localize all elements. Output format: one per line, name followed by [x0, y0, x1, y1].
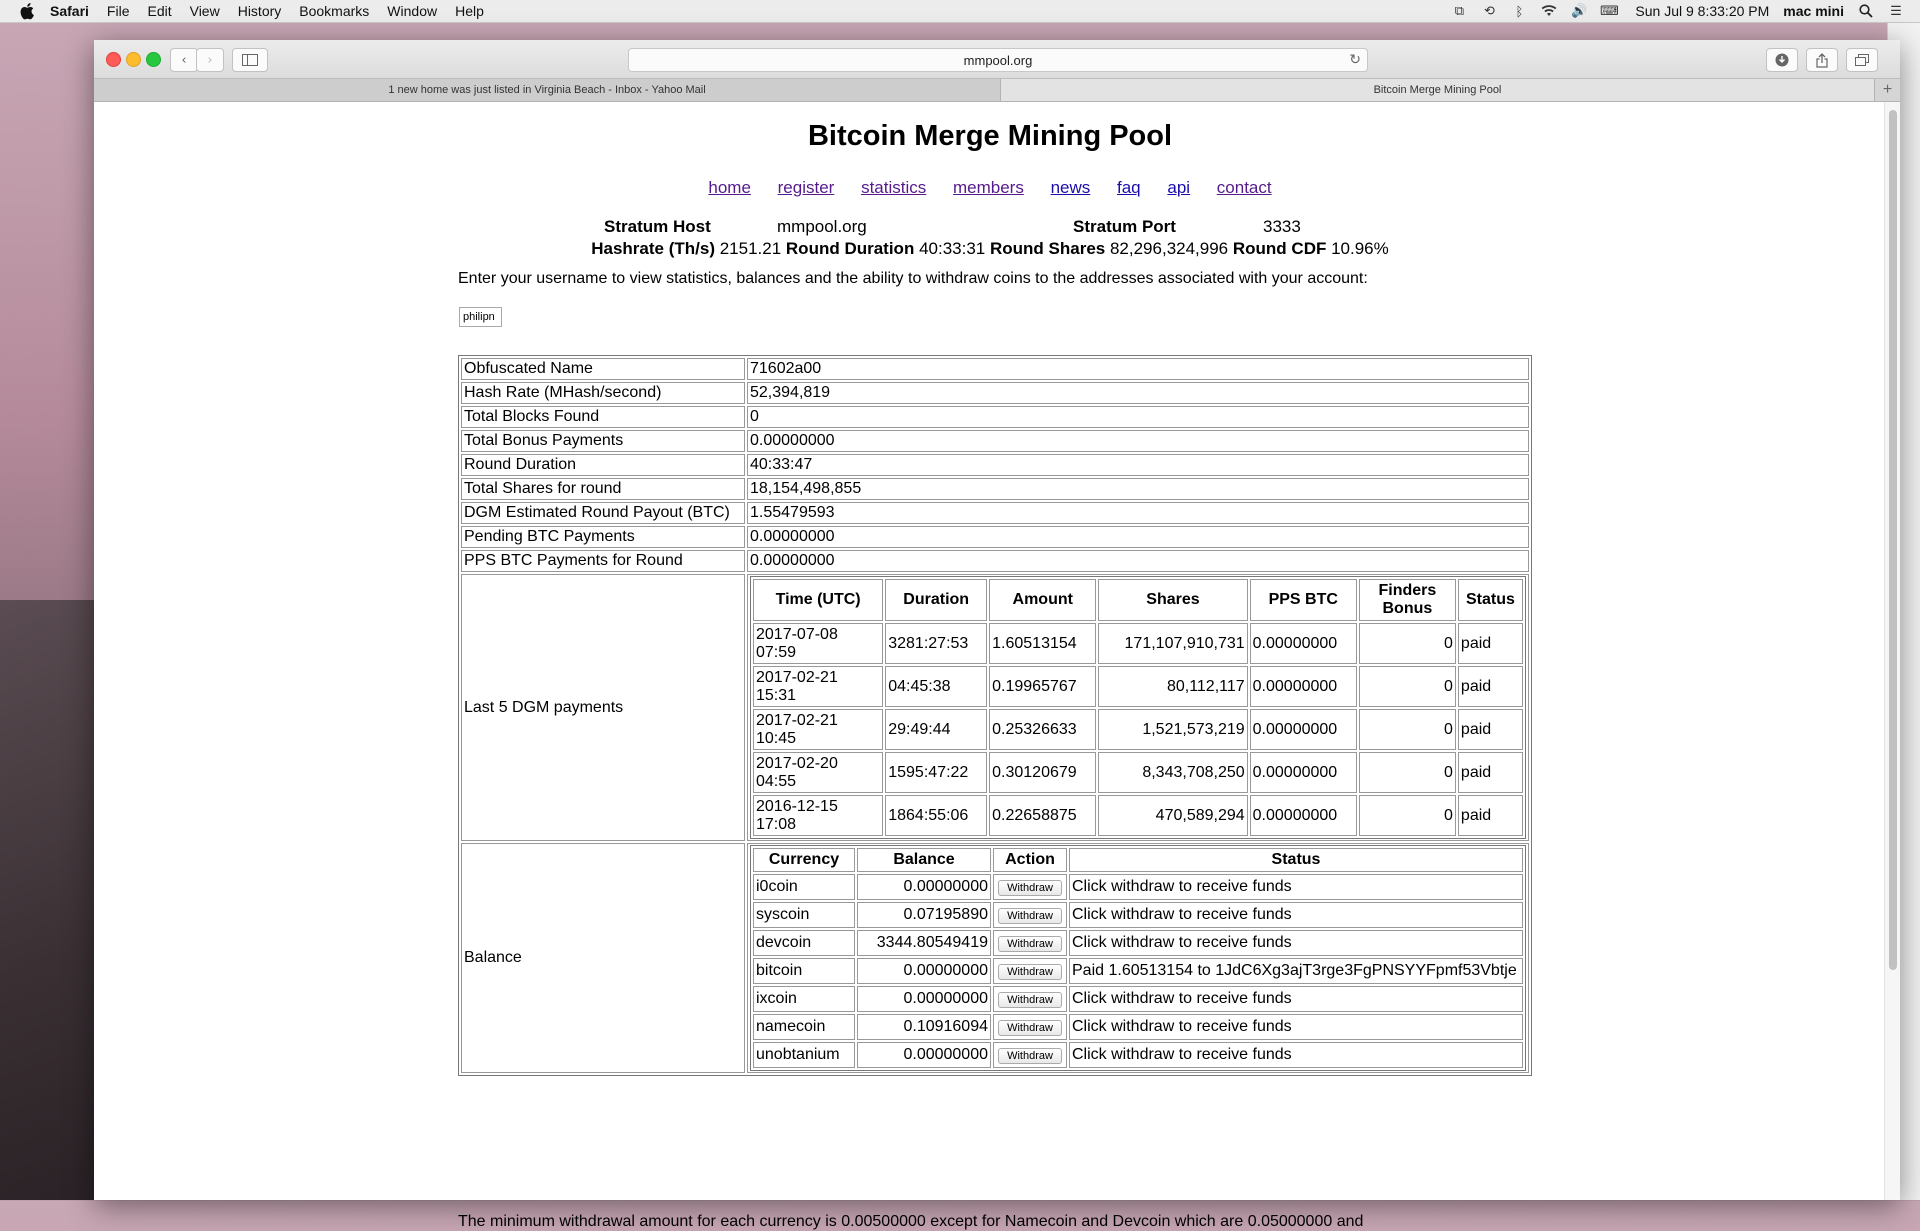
- menubar-clock[interactable]: Sun Jul 9 8:33:20 PM: [1635, 3, 1770, 19]
- account-row: [461, 382, 1529, 404]
- currency-name: ixcoin: [753, 986, 855, 1012]
- payment-time: 2017-07-08 07:59: [753, 623, 883, 664]
- balance-table: [750, 845, 1526, 1071]
- payment-shares: 1,521,573,219: [1098, 709, 1247, 750]
- currency-balance: 3344.80549419: [857, 930, 991, 956]
- withdraw-button[interactable]: Withdraw: [998, 1048, 1062, 1064]
- plus-icon: +: [1882, 81, 1893, 98]
- forward-button[interactable]: [196, 48, 224, 72]
- balance-currency-row: [753, 1042, 1523, 1068]
- currency-name: devcoin: [753, 930, 855, 956]
- account-table: [458, 355, 1532, 1076]
- currency-action: [993, 1042, 1067, 1068]
- withdraw-button[interactable]: Withdraw: [998, 908, 1062, 924]
- payment-duration: 29:49:44: [885, 709, 987, 750]
- payment-row: [753, 709, 1523, 750]
- site-nav: [94, 178, 1886, 198]
- payment-bonus: 0: [1359, 752, 1456, 793]
- currency-action: [993, 930, 1067, 956]
- currency-name: namecoin: [753, 1014, 855, 1040]
- balance-currency-row: [753, 1014, 1523, 1040]
- payment-duration: 04:45:38: [885, 666, 987, 707]
- currency-name: unobtanium: [753, 1042, 855, 1068]
- balance-row: [461, 843, 1529, 1073]
- withdraw-button[interactable]: Withdraw: [998, 1020, 1062, 1036]
- withdraw-button[interactable]: Withdraw: [998, 992, 1062, 1008]
- payment-time: 2016-12-15 17:08: [753, 795, 883, 836]
- currency-name: bitcoin: [753, 958, 855, 984]
- payment-time: 2017-02-20 04:55: [753, 752, 883, 793]
- scrollbar-thumb[interactable]: [1889, 110, 1897, 970]
- balance-label: Balance: [461, 843, 745, 1073]
- currency-status: Click withdraw to receive funds: [1069, 1014, 1523, 1040]
- pool-stats-line: [94, 239, 1886, 259]
- account-field-label: Total Bonus Payments: [461, 430, 745, 452]
- payment-bonus: 0: [1359, 666, 1456, 707]
- notification-center-icon[interactable]: ☰: [1890, 3, 1902, 18]
- spotlight-icon[interactable]: [1858, 3, 1874, 19]
- display-mirror-icon[interactable]: ⧉: [1454, 3, 1465, 18]
- currency-name: i0coin: [753, 874, 855, 900]
- round-shares-value: 82,296,324,996: [1109, 239, 1229, 258]
- bluetooth-icon[interactable]: ᛒ: [1515, 3, 1524, 19]
- payment-duration: 1595:47:22: [885, 752, 987, 793]
- payments-cell: [747, 574, 1529, 841]
- account-field-label: Total Blocks Found: [461, 406, 745, 428]
- currency-balance: 0.07195890: [857, 902, 991, 928]
- menu-file[interactable]: File: [106, 3, 130, 19]
- hashrate-label: Hashrate (Th/s): [591, 239, 715, 258]
- minimize-window-button[interactable]: [126, 52, 141, 67]
- chevron-right-icon: ›: [207, 52, 213, 68]
- payment-amount: 0.30120679: [989, 752, 1096, 793]
- round-duration-label: Round Duration: [785, 239, 915, 258]
- account-field-label: Hash Rate (MHash/second): [461, 382, 745, 404]
- share-button[interactable]: [1806, 48, 1838, 72]
- safari-window: [94, 40, 1900, 1230]
- tab-mmpool[interactable]: [1001, 79, 1874, 101]
- sidebar-toggle-button[interactable]: [232, 48, 268, 72]
- currency-status: Paid 1.60513154 to 1JdC6Xg3ajT3rge3FgPNSYYFpmf53Vbtje: [1069, 958, 1523, 984]
- payment-duration: 3281:27:53: [885, 623, 987, 664]
- currency-status: Click withdraw to receive funds: [1069, 874, 1523, 900]
- menu-bookmarks[interactable]: Bookmarks: [299, 3, 370, 19]
- address-bar[interactable]: [628, 48, 1368, 72]
- payments-header: Finders Bonus: [1359, 579, 1456, 621]
- payment-amount: 0.25326633: [989, 709, 1096, 750]
- balance-header: Balance: [857, 848, 991, 872]
- scrollbar[interactable]: [1884, 102, 1900, 1200]
- web-content: [94, 102, 1900, 1230]
- payment-row: [753, 795, 1523, 836]
- payments-header: PPS BTC: [1250, 579, 1357, 621]
- payment-shares: 8,343,708,250: [1098, 752, 1247, 793]
- payments-header: Shares: [1098, 579, 1247, 621]
- currency-balance: 0.00000000: [857, 1042, 991, 1068]
- currency-action: [993, 1014, 1067, 1040]
- time-machine-icon[interactable]: ⟲: [1483, 3, 1495, 18]
- currency-action: [993, 874, 1067, 900]
- nav-home[interactable]: home: [708, 178, 751, 197]
- nav-members[interactable]: members: [952, 178, 1024, 197]
- nav-statistics[interactable]: statistics: [861, 178, 927, 197]
- hashrate-value: 2151.21: [719, 239, 782, 258]
- round-shares-label: Round Shares: [989, 239, 1106, 258]
- currency-status: Click withdraw to receive funds: [1069, 986, 1523, 1012]
- apple-icon[interactable]: [20, 3, 36, 19]
- page-title: Bitcoin Merge Mining Pool: [807, 120, 1173, 152]
- currency-balance: 0.10916094: [857, 1014, 991, 1040]
- account-field-value: 1.55479593: [747, 502, 1529, 524]
- nav-api[interactable]: api: [1167, 178, 1191, 197]
- payment-shares: 470,589,294: [1098, 795, 1247, 836]
- reload-icon[interactable]: ↻: [1349, 51, 1361, 67]
- payment-pps: 0.00000000: [1250, 623, 1357, 664]
- nav-faq[interactable]: faq: [1117, 178, 1141, 197]
- share-icon: [1816, 53, 1828, 68]
- payments-header: Status: [1458, 579, 1523, 621]
- round-duration-value: 40:33:31: [919, 239, 986, 258]
- stratum-host-value: mmpool.org: [777, 217, 867, 236]
- account-field-label: Obfuscated Name: [461, 358, 745, 380]
- account-field-value: 40:33:47: [747, 454, 1529, 476]
- payment-shares: 80,112,117: [1098, 666, 1247, 707]
- tab-bar: [94, 79, 1900, 102]
- payment-pps: 0.00000000: [1250, 752, 1357, 793]
- payment-bonus: 0: [1359, 623, 1456, 664]
- account-row: [461, 358, 1529, 380]
- currency-balance: 0.00000000: [857, 874, 991, 900]
- nav-contact[interactable]: contact: [1216, 178, 1272, 197]
- sidebar-icon: [242, 54, 258, 66]
- payment-amount: 0.19965767: [989, 666, 1096, 707]
- account-field-label: Pending BTC Payments: [461, 526, 745, 548]
- withdraw-button[interactable]: Withdraw: [998, 964, 1062, 980]
- account-field-value: 0.00000000: [747, 550, 1529, 572]
- balance-currency-row: [753, 930, 1523, 956]
- account-row: [461, 550, 1529, 572]
- payments-table: [750, 576, 1526, 839]
- currency-status: Click withdraw to receive funds: [1069, 930, 1523, 956]
- zoom-window-button[interactable]: [146, 52, 161, 67]
- account-field-label: PPS BTC Payments for Round: [461, 550, 745, 572]
- payments-header: Duration: [885, 579, 987, 621]
- payment-time: 2017-02-21 15:31: [753, 666, 883, 707]
- payment-bonus: 0: [1359, 795, 1456, 836]
- currency-action: [993, 958, 1067, 984]
- payment-bonus: 0: [1359, 709, 1456, 750]
- menubar-user[interactable]: mac mini: [1783, 3, 1844, 19]
- menu-edit[interactable]: Edit: [147, 3, 172, 19]
- payment-row: [753, 623, 1523, 664]
- round-cdf-value: 10.96%: [1331, 239, 1389, 258]
- payment-status: paid: [1458, 752, 1523, 793]
- payment-shares: 171,107,910,731: [1098, 623, 1247, 664]
- balance-cell: [747, 843, 1529, 1073]
- chevron-left-icon: ‹: [181, 52, 187, 68]
- new-tab-button[interactable]: [1874, 79, 1900, 101]
- nav-news[interactable]: news: [1050, 178, 1091, 197]
- payment-status: paid: [1458, 795, 1523, 836]
- menu-help[interactable]: Help: [455, 3, 484, 19]
- address-bar-url: mmpool.org: [963, 52, 1033, 68]
- payment-duration: 1864:55:06: [885, 795, 987, 836]
- wifi-icon[interactable]: [1541, 3, 1557, 19]
- withdraw-button[interactable]: Withdraw: [998, 880, 1062, 896]
- account-field-value: 0: [747, 406, 1529, 428]
- downloads-button[interactable]: [1766, 48, 1798, 72]
- currency-action: [993, 986, 1067, 1012]
- account-field-value: 0.00000000: [747, 526, 1529, 548]
- close-window-button[interactable]: [106, 52, 121, 67]
- currency-status: Click withdraw to receive funds: [1069, 902, 1523, 928]
- tab-yahoo-mail[interactable]: [94, 79, 1001, 101]
- stratum-port-value: 3333: [1263, 217, 1301, 236]
- round-cdf-label: Round CDF: [1232, 239, 1327, 258]
- currency-name: syscoin: [753, 902, 855, 928]
- payment-amount: 0.22658875: [989, 795, 1096, 836]
- download-icon: [1775, 53, 1789, 67]
- balance-header: Status: [1069, 848, 1523, 872]
- account-row: [461, 502, 1529, 524]
- menu-bar: [0, 0, 1920, 23]
- tab-title: 1 new home was just listed in Virginia Beach - Inbox - Yahoo Mail: [388, 84, 706, 96]
- menu-app-safari[interactable]: Safari: [50, 3, 89, 19]
- back-button[interactable]: [170, 48, 198, 72]
- intro-text: Enter your username to view statistics, balances and the ability to withdraw coins to the addresses associated with your account:: [458, 270, 1368, 287]
- payment-row: [753, 752, 1523, 793]
- payment-status: paid: [1458, 666, 1523, 707]
- menu-window[interactable]: Window: [387, 3, 438, 19]
- menu-history[interactable]: History: [237, 3, 282, 19]
- payment-pps: 0.00000000: [1250, 795, 1357, 836]
- currency-status: Click withdraw to receive funds: [1069, 1042, 1523, 1068]
- payment-amount: 1.60513154: [989, 623, 1096, 664]
- balance-currency-row: [753, 874, 1523, 900]
- account-field-label: DGM Estimated Round Payout (BTC): [461, 502, 745, 524]
- balance-header-row: [753, 848, 1523, 872]
- currency-balance: 0.00000000: [857, 958, 991, 984]
- stratum-host-label-bold: Stratum Host: [604, 217, 711, 236]
- payment-status: paid: [1458, 623, 1523, 664]
- account-row: [461, 454, 1529, 476]
- balance-header: Action: [993, 848, 1067, 872]
- payments-header: Time (UTC): [753, 579, 883, 621]
- payment-time: 2017-02-21 10:45: [753, 709, 883, 750]
- nav-register[interactable]: register: [777, 178, 835, 197]
- currency-action: [993, 902, 1067, 928]
- payments-header-row: [753, 579, 1523, 621]
- tab-overview-button[interactable]: [1846, 48, 1878, 72]
- payment-status: paid: [1458, 709, 1523, 750]
- stratum-port-label: Stratum Port: [1073, 217, 1176, 236]
- account-field-value: 0.00000000: [747, 430, 1529, 452]
- input-menu-icon[interactable]: ⌨: [1600, 3, 1619, 18]
- desktop-wallpaper: [0, 600, 96, 1200]
- balance-currency-row: [753, 958, 1523, 984]
- username-input[interactable]: philipn: [459, 307, 502, 327]
- account-field-value: 52,394,819: [747, 382, 1529, 404]
- payments-row: [461, 574, 1529, 841]
- payment-pps: 0.00000000: [1250, 709, 1357, 750]
- tabs-icon: [1855, 54, 1869, 66]
- account-row: [461, 406, 1529, 428]
- account-field-label: Total Shares for round: [461, 478, 745, 500]
- account-row: [461, 478, 1529, 500]
- account-row: [461, 430, 1529, 452]
- menu-view[interactable]: View: [189, 3, 220, 19]
- payments-header: Amount: [989, 579, 1096, 621]
- balance-currency-row: [753, 986, 1523, 1012]
- withdraw-button[interactable]: Withdraw: [998, 936, 1062, 952]
- payments-label: Last 5 DGM payments: [461, 574, 745, 841]
- account-row: [461, 526, 1529, 548]
- account-field-value: 71602a00: [747, 358, 1529, 380]
- browser-toolbar: [94, 40, 1900, 79]
- payment-pps: 0.00000000: [1250, 666, 1357, 707]
- balance-currency-row: [753, 902, 1523, 928]
- account-field-label: Round Duration: [461, 454, 745, 476]
- balance-header: Currency: [753, 848, 855, 872]
- volume-icon[interactable]: 🔊: [1571, 3, 1588, 18]
- currency-balance: 0.00000000: [857, 986, 991, 1012]
- payment-row: [753, 666, 1523, 707]
- account-field-value: 18,154,498,855: [747, 478, 1529, 500]
- tab-title: Bitcoin Merge Mining Pool: [1373, 84, 1502, 96]
- withdrawal-note: The minimum withdrawal amount for each currency is 0.00500000 except for Namecoin and Devcoin which are 0.05000000 and: [458, 1213, 1364, 1230]
